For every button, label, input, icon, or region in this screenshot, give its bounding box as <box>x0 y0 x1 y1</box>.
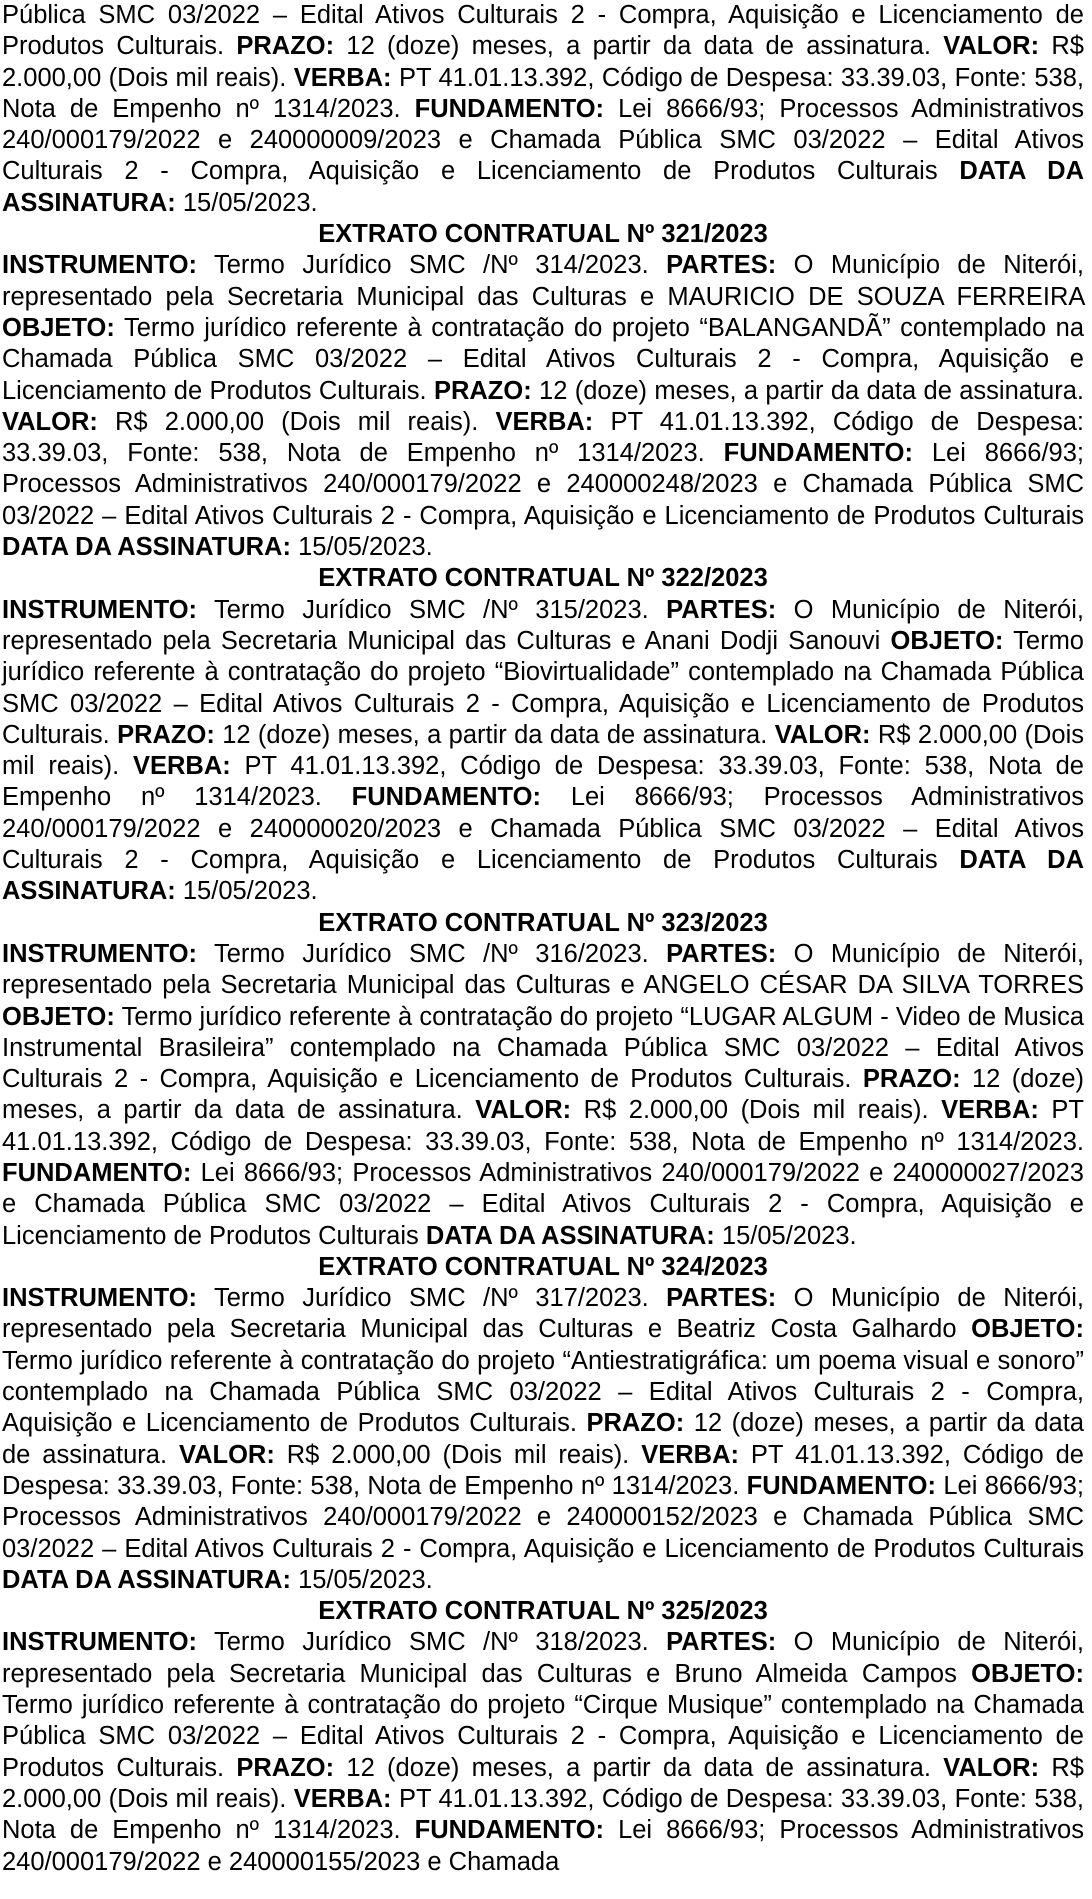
data-assinatura-text: 15/05/2023. <box>298 1565 433 1594</box>
valor-text: R$ 2.000,00 (Dois mil reais). <box>286 1440 630 1469</box>
valor-label: VALOR: <box>774 720 871 749</box>
instrumento-label: INSTRUMENTO: <box>2 1284 198 1313</box>
data-assinatura-text: 15/05/2023. <box>182 188 318 217</box>
prazo-text: 12 (doze) meses, a partir da data de assinatura. <box>346 1753 931 1782</box>
verba-label: VERBA: <box>941 1096 1039 1125</box>
verba-text: PT 41.01.13.392, Código de Despesa: 33.39.03, Fonte: 538, Nota de Empenho nº 1314/2023. <box>2 407 1085 468</box>
extract-body <box>2 1283 1084 1596</box>
data-assinatura-text: 15/05/2023. <box>182 877 318 906</box>
fundamento-label: FUNDAMENTO: <box>351 783 542 812</box>
fundamento-text: Lei 8666/93; Processos Administrativos 240/000179/2022 e 240000027/2023 e Chamada Pública SMC 03/2022 – Edital Ativos Culturais 2 - Compra, Aquisição e Licenciamento de Produtos Culturais <box>2 1158 1084 1250</box>
prazo-label: PRAZO: <box>586 1409 685 1438</box>
data-assinatura-label: DATA DA ASSINATURA: <box>2 846 1084 906</box>
valor-label: VALOR: <box>943 32 1040 61</box>
extract-body <box>2 939 1084 1252</box>
extract-title: EXTRATO CONTRATUAL Nº 321/2023 <box>318 220 768 249</box>
extract-title: EXTRATO CONTRATUAL Nº 324/2023 <box>318 1252 768 1281</box>
data-assinatura-label: DATA DA ASSINATURA: <box>2 157 1084 217</box>
extract-title: EXTRATO CONTRATUAL Nº 322/2023 <box>318 564 768 593</box>
instrumento-label: INSTRUMENTO: <box>2 939 198 968</box>
instrumento-text: Termo Jurídico SMC /Nº 316/2023. <box>214 939 649 968</box>
data-assinatura-text: 15/05/2023. <box>298 533 433 562</box>
prazo-label: PRAZO: <box>236 32 335 61</box>
verba-text: PT 41.01.13.392, Código de Despesa: 33.39.03, Fonte: 538, Nota de Empenho nº 1314/2023. <box>2 63 1084 123</box>
prazo-text: 12 (doze) meses, a partir da data de assinatura. <box>539 376 1084 405</box>
valor-text: R$ 2.000,00 (Dois mil reais). <box>2 1753 1084 1813</box>
fundamento-text: Lei 8666/93; Processos Administrativos 240/000179/2022 e 240000152/2023 e Chamada Pública SMC 03/2022 – Edital Ativos Culturais 2 - Compra, Aquisição e Licenciamento de Produtos Culturais <box>2 1471 1085 1563</box>
extract-body <box>2 1627 1084 1877</box>
data-assinatura-label: DATA DA ASSINATURA: <box>2 1565 291 1594</box>
partes-label: PARTES: <box>666 1284 777 1313</box>
verba-text: PT 41.01.13.392, Código de Despesa: 33.39.03, Fonte: 538, Nota de Empenho nº 1314/2023. <box>2 752 1084 812</box>
partes-text: O Município de Niterói, representado pela Secretaria Municipal das Culturas e MAURICIO DE SOUZA FERREIRA <box>2 251 1084 311</box>
fundamento-label: FUNDAMENTO: <box>414 1816 605 1845</box>
partes-text: O Município de Niterói, representado pela Secretaria Municipal das Culturas e Bruno Almeida Campos <box>2 1628 1084 1688</box>
instrumento-text: Termo Jurídico SMC /Nº 315/2023. <box>214 595 649 624</box>
data-assinatura-label: DATA DA ASSINATURA: <box>425 1221 715 1250</box>
instrumento-text: Termo Jurídico SMC /Nº 317/2023. <box>214 1284 649 1313</box>
verba-label: VERBA: <box>293 1784 392 1813</box>
partes-text: O Município de Niterói, representado pela Secretaria Municipal das Culturas e ANGELO CÉSAR DA SILVA TORRES <box>2 939 1084 1000</box>
verba-label: VERBA: <box>293 63 392 92</box>
extract-continuation <box>2 0 1084 219</box>
objeto-text: Pública SMC 03/2022 – Edital Ativos Culturais 2 - Compra, Aquisição e Licenciamento de Produtos Culturais. <box>2 1 1084 61</box>
prazo-label: PRAZO: <box>236 1753 335 1782</box>
objeto-label: OBJETO: <box>890 626 1004 655</box>
partes-label: PARTES: <box>666 251 777 280</box>
fundamento-label: FUNDAMENTO: <box>746 1471 937 1500</box>
verba-text: PT 41.01.13.392, Código de Despesa: 33.39.03, Fonte: 538, Nota de Empenho nº 1314/2023. <box>2 1096 1084 1156</box>
valor-label: VALOR: <box>943 1753 1040 1782</box>
fundamento-label: FUNDAMENTO: <box>2 1158 192 1187</box>
objeto-text: Termo jurídico referente à contratação do projeto “LUGAR ALGUM - Video de Musica Instrumental Brasileira” contemplado na Chamada Pública SMC 03/2022 – Edital Ativos Culturais 2 - Compra, Aquisição e Licenciamento de Produtos Culturais. <box>2 1002 1084 1094</box>
objeto-text: Termo jurídico referente à contratação do projeto “Antiestratigráfica: um poema visual e sonoro” contemplado na Chamada Pública SMC 03/2022 – Edital Ativos Culturais 2 - Compra, Aquisição e Licenciamento de Produtos Culturais. <box>2 1346 1084 1438</box>
valor-label: VALOR: <box>475 1096 572 1125</box>
objeto-label: OBJETO: <box>971 1659 1084 1688</box>
valor-text: R$ 2.000,00 (Dois mil reais). <box>2 720 1085 781</box>
extract-title: EXTRATO CONTRATUAL Nº 323/2023 <box>318 908 768 937</box>
prazo-label: PRAZO: <box>862 1065 961 1094</box>
extract-title: EXTRATO CONTRATUAL Nº 325/2023 <box>318 1597 768 1626</box>
prazo-label: PRAZO: <box>433 376 532 405</box>
objeto-label: OBJETO: <box>2 313 115 342</box>
prazo-text: 12 (doze) meses, a partir da data de assinatura. <box>346 32 931 61</box>
valor-label: VALOR: <box>2 407 98 436</box>
partes-label: PARTES: <box>666 1628 777 1657</box>
fundamento-text: Lei 8666/93; Processos Administrativos 240/000179/2022 e 240000155/2023 e Chamada <box>2 1816 1084 1876</box>
extract-body <box>2 250 1084 563</box>
fundamento-text: Lei 8666/93; Processos Administrativos 240/000179/2022 e 240000009/2023 e Chamada Pública SMC 03/2022 – Edital Ativos Culturais 2 - Compra, Aquisição e Licenciamento de Produtos Culturais <box>2 94 1084 186</box>
verba-label: VERBA: <box>495 407 594 436</box>
prazo-label: PRAZO: <box>117 720 215 749</box>
partes-text: O Município de Niterói, representado pela Secretaria Municipal das Culturas e Beatriz Costa Galhardo <box>2 1284 1084 1344</box>
verba-label: VERBA: <box>132 752 231 781</box>
data-assinatura-text: 15/05/2023. <box>721 1221 857 1250</box>
fundamento-text: Lei 8666/93; Processos Administrativos 240/000179/2022 e 240000248/2023 e Chamada Pública SMC 03/2022 – Edital Ativos Culturais 2 - Compra, Aquisição e Licenciamento de Produtos Culturais <box>2 439 1084 530</box>
instrumento-text: Termo Jurídico SMC /Nº 318/2023. <box>214 1628 649 1657</box>
prazo-text: 12 (doze) meses, a partir da data de assinatura. <box>222 720 768 749</box>
partes-label: PARTES: <box>666 939 777 968</box>
verba-text: PT 41.01.13.392, Código de Despesa: 33.39.03, Fonte: 538, Nota de Empenho nº 1314/2023. <box>2 1440 1084 1500</box>
valor-label: VALOR: <box>178 1440 275 1469</box>
instrumento-text: Termo Jurídico SMC /Nº 314/2023. <box>214 251 649 280</box>
fundamento-label: FUNDAMENTO: <box>414 94 605 123</box>
data-assinatura-label: DATA DA ASSINATURA: <box>2 533 291 562</box>
objeto-text: Termo jurídico referente à contratação do projeto “Cirque Musique” contemplado na Chamada Pública SMC 03/2022 – Edital Ativos Culturais 2 - Compra, Aquisição e Licenciamento de Produtos Culturais. <box>2 1691 1084 1782</box>
partes-label: PARTES: <box>666 595 777 624</box>
valor-text: R$ 2.000,00 (Dois mil reais). <box>115 407 479 436</box>
prazo-text: 12 (doze) meses, a partir da data de assinatura. <box>2 1409 1084 1469</box>
objeto-text: Termo jurídico referente à contratação do projeto “BALANGANDÃ” contemplado na Chamada Pública SMC 03/2022 – Edital Ativos Culturais 2 - Compra, Aquisição e Licenciamento de Produtos Culturais. <box>2 313 1085 405</box>
partes-text: O Município de Niterói, representado pela Secretaria Municipal das Culturas e Anani Dodji Sanouvi <box>2 595 1084 655</box>
valor-text: R$ 2.000,00 (Dois mil reais). <box>583 1096 929 1125</box>
verba-label: VERBA: <box>641 1440 739 1469</box>
objeto-label: OBJETO: <box>971 1315 1084 1344</box>
prazo-text: 12 (doze) meses, a partir da data de assinatura. <box>2 1065 1084 1125</box>
fundamento-label: FUNDAMENTO: <box>723 439 913 468</box>
objeto-label: OBJETO: <box>2 1002 115 1031</box>
fundamento-text: Lei 8666/93; Processos Administrativos 240/000179/2022 e 240000020/2023 e Chamada Pública SMC 03/2022 – Edital Ativos Culturais 2 - Compra, Aquisição e Licenciamento de Produtos Culturais <box>2 783 1084 875</box>
objeto-text: Termo jurídico referente à contratação do projeto “Biovirtualidade” contemplado na Chamada Pública SMC 03/2022 – Edital Ativos Culturais 2 - Compra, Aquisição e Licenciamento de Produtos Culturais. <box>2 626 1084 749</box>
instrumento-label: INSTRUMENTO: <box>2 251 198 280</box>
extract-body <box>2 595 1084 908</box>
instrumento-label: INSTRUMENTO: <box>2 1628 198 1657</box>
instrumento-label: INSTRUMENTO: <box>2 595 198 624</box>
verba-text: PT 41.01.13.392, Código de Despesa: 33.39.03, Fonte: 538, Nota de Empenho nº 1314/2023. <box>2 1784 1084 1845</box>
valor-text: R$ 2.000,00 (Dois mil reais). <box>2 32 1084 92</box>
